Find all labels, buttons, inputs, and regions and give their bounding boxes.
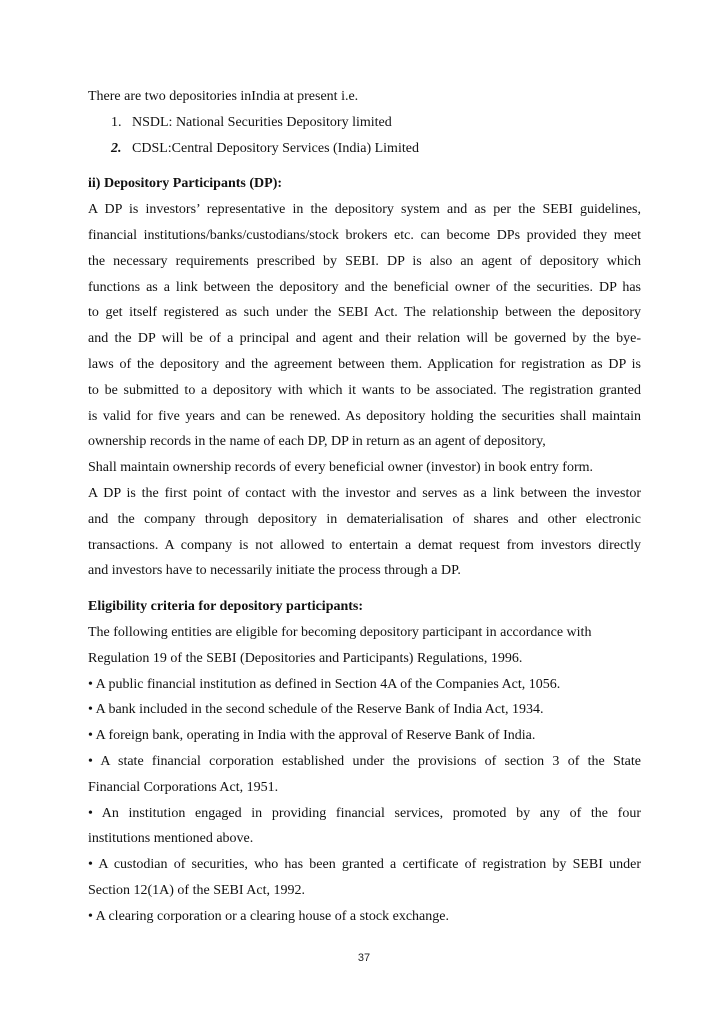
list-number: 2. xyxy=(111,140,122,156)
list-text: CDSL:Central Depository Services (India) Limited xyxy=(132,140,419,156)
bullet-item: • A bank included in the second schedule of the Reserve Bank of India Act, 1934. xyxy=(88,702,544,718)
list-text: NSDL: National Securities Depository limited xyxy=(132,114,392,130)
bullet-continuation: institutions mentioned above. xyxy=(88,831,254,847)
paragraph-line: functions as a link between the depository and the beneficial owner of the securities. DP has xyxy=(88,279,641,295)
paragraph-line: transactions. A company is not allowed to entertain a demat request from investors directly xyxy=(88,537,641,553)
section-heading-dp: ii) Depository Participants (DP): xyxy=(88,176,283,192)
document-page xyxy=(88,87,641,933)
paragraph-line: and the DP will be of a principal and agent and their relation will be governed by the bye- xyxy=(88,331,641,347)
paragraph-line: ownership records in the name of each DP, DP in return as an agent of depository, xyxy=(88,434,546,450)
page-number: 37 xyxy=(357,952,371,964)
section-heading-eligibility: Eligibility criteria for depository participants: xyxy=(88,599,364,615)
paragraph-line: The following entities are eligible for becoming depository participant in accordance with xyxy=(88,624,592,640)
paragraph-line: Regulation 19 of the SEBI (Depositories and Participants) Regulations, 1996. xyxy=(88,650,523,666)
paragraph-line: the necessary requirements prescribed by SEBI. DP is also an agent of depository which xyxy=(88,253,641,269)
paragraph-line: to get itself registered as such under the SEBI Act. The relationship between the depository xyxy=(88,305,641,321)
bullet-item: • An institution engaged in providing financial services, promoted by any of the four xyxy=(88,805,641,821)
list-item xyxy=(88,113,641,139)
list-item xyxy=(88,139,641,165)
bullet-item: • A custodian of securities, who has been granted a certificate of registration by SEBI under xyxy=(88,857,641,873)
intro-text: There are two depositories inIndia at present i.e. xyxy=(88,89,359,104)
bullet-item: • A foreign bank, operating in India with the approval of Reserve Bank of India. xyxy=(88,728,536,744)
bullet-continuation: Section 12(1A) of the SEBI Act, 1992. xyxy=(88,882,305,898)
paragraph-line: financial institutions/banks/custodians/stock brokers etc. can become DPs provided they meet xyxy=(88,227,641,243)
bullet-item: • A clearing corporation or a clearing house of a stock exchange. xyxy=(88,908,449,924)
paragraph-line: laws of the depository and the agreement between them. Application for registration as DP is xyxy=(88,356,641,372)
list-number: 1. xyxy=(111,114,122,130)
paragraph-line: is valid for five years and can be renewed. As depository holding the securities shall maintain xyxy=(88,408,641,424)
paragraph-line: A DP is investors’ representative in the depository system and as per the SEBI guidelines, xyxy=(88,202,641,218)
bullet-item: • A public financial institution as defined in Section 4A of the Companies Act, 1056. xyxy=(88,676,561,692)
paragraph-line: and the company through depository in dematerialisation of shares and other electronic xyxy=(88,511,641,527)
paragraph-line: and investors have to necessarily initiate the process through a DP. xyxy=(88,563,461,579)
paragraph-line: A DP is the first point of contact with the investor and serves as a link between the investor xyxy=(88,485,641,501)
bullet-continuation: Financial Corporations Act, 1951. xyxy=(88,779,279,795)
bullet-item: • A state financial corporation established under the provisions of section 3 of the State xyxy=(88,753,641,769)
paragraph-line: to be submitted to a depository with which it wants to be associated. The registration granted xyxy=(88,382,641,398)
paragraph-line: Shall maintain ownership records of every beneficial owner (investor) in book entry form. xyxy=(88,460,594,476)
